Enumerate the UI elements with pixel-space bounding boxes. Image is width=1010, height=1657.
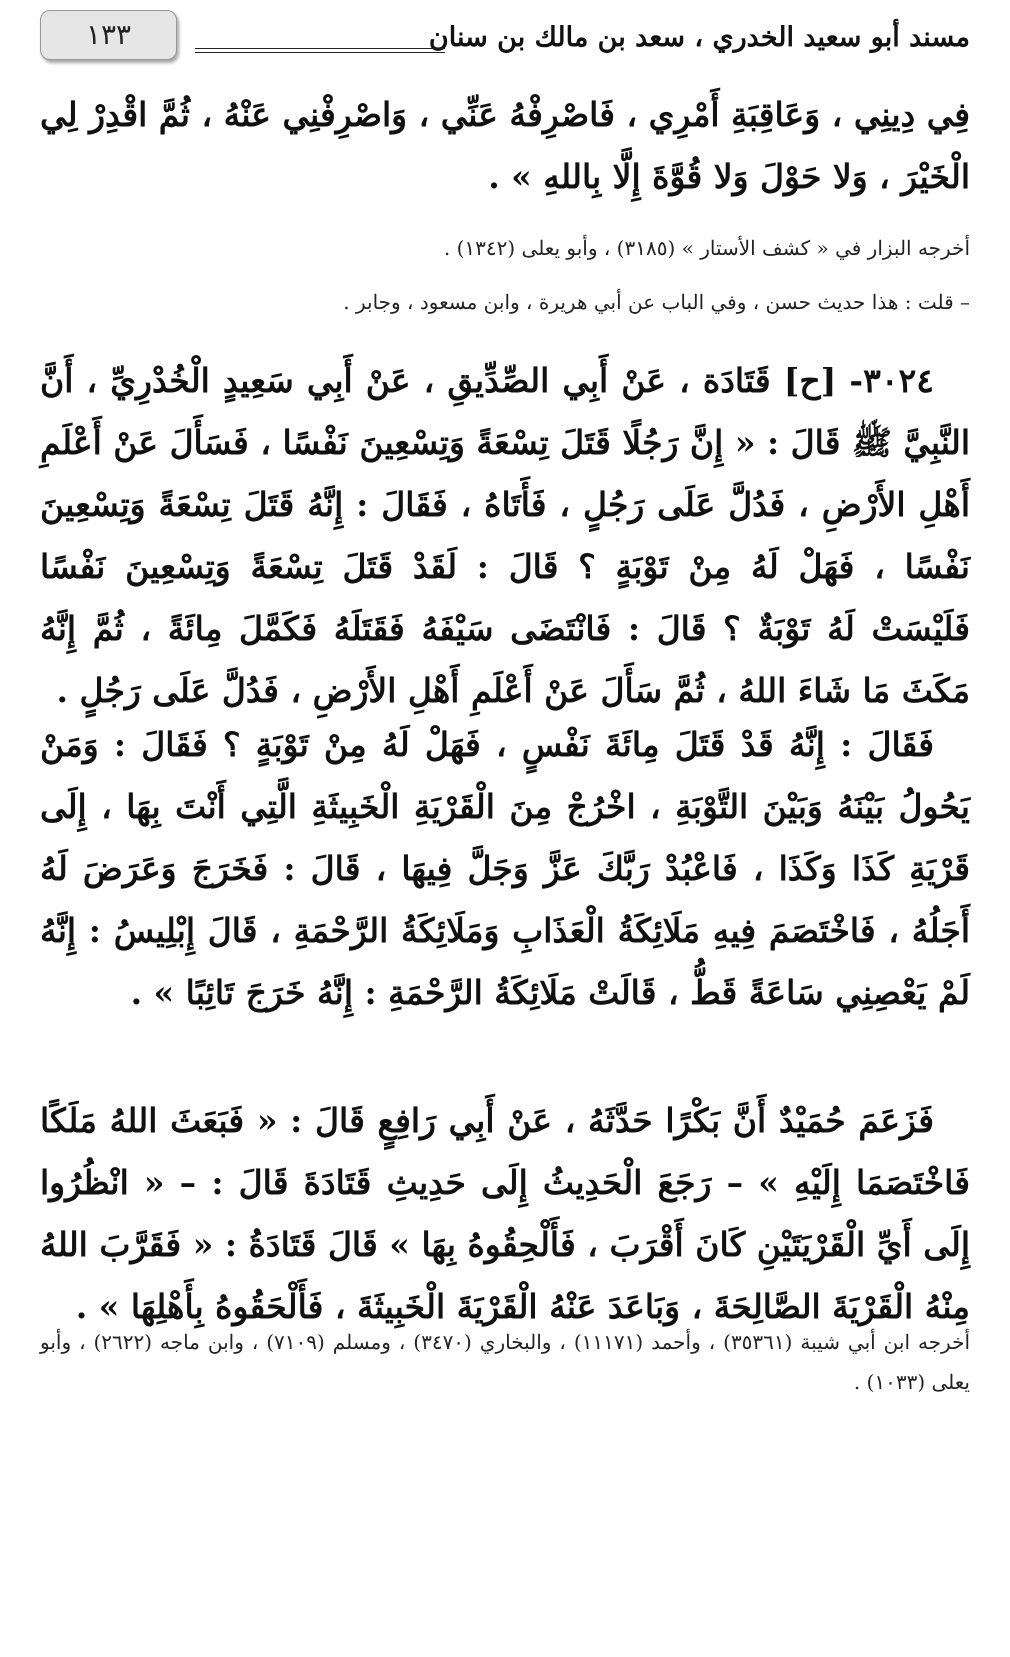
running-title: مسند أبو سعيد الخدري ، سعد بن مالك بن سنان xyxy=(428,22,970,53)
header-rule xyxy=(195,48,445,53)
footnote-takhrij: أخرجه البزار في « كشف الأستار » (٣١٨٥) ، وأبو يعلى (١٣٤٢) . xyxy=(443,236,970,260)
hadith-3024-paragraph-3: فَزَعَمَ حُمَيْدٌ أَنَّ بَكْرًا حَدَّثَهُ ، عَنْ أَبِي رَافِعٍ قَالَ : « فَبَعَثَ اللهُ مَلَكًا فَاخْتَصَمَا إِلَيْهِ » – رَجَعَ الْحَدِيثُ إِلَى حَدِيثِ قَتَادَةَ قَالَ : – « انْظُرُوا إِلَى أَيِّ الْقَرْيَتَيْنِ كَانَ أَقْرَبَ ، فَأَلْحِقُوهُ بِهَا » قَالَ قَتَادَةُ : « فَقَرَّبَ اللهُ مِنْهُ الْقَرْيَةَ الصَّالِحَةَ ، وَبَاعَدَ عَنْهُ الْقَرْيَةَ الْخَبِيثَةَ ، فَأَلْحَقُوهُ بِأَهْلِهَا » . xyxy=(40,1101,970,1326)
footnote-takhrij-3024: أخرجه ابن أبي شيبة (٣٥٣٦١) ، وأحمد (١١١٧١) ، والبخاري (٣٤٧٠) ، ومسلم (٧١٠٩) ، وابن ماجه (٢٦٢٢) ، وأبو يعلى (١٠٣٣) . xyxy=(40,1330,971,1394)
hadith-3024-paragraph-2: فَقَالَ : إِنَّهُ قَدْ قَتَلَ مِائَةَ نَفْسٍ ، فَهَلْ لَهُ مِنْ تَوْبَةٍ ؟ فَقَالَ : وَمَنْ يَحُولُ بَيْنَهُ وَبَيْنَ التَّوْبَةِ ، اخْرُجْ مِنَ الْقَرْيَةِ الْخَبِيثَةِ الَّتِي أَنْتَ بِهَا ، إِلَى قَرْيَةِ كَذَا وَكَذَا ، فَاعْبُدْ رَبَّكَ عَزَّ وَجَلَّ فِيهَا ، قَالَ : فَخَرَجَ وَعَرَضَ لَهُ أَجَلُهُ ، فَاخْتَصَمَ فِيهِ مَلَائِكَةُ الْعَذَابِ وَمَلَائِكَةُ الرَّحْمَةِ ، قَالَ إِبْلِيسُ : إِنَّهُ لَمْ يَعْصِنِي سَاعَةً قَطُّ ، قَالَتْ مَلَائِكَةُ الرَّحْمَةِ : إِنَّهُ خَرَجَ تَائِبًا » . xyxy=(40,725,970,1012)
continuation-text: فِي دِينِي ، وَعَاقِبَةِ أَمْرِي ، فَاصْرِفْهُ عَنِّي ، وَاصْرِفْنِي عَنْهُ ، ثُمَّ اقْدِرْ لِي الْخَيْرَ ، وَلا حَوْلَ وَلا قُوَّةَ إِلَّا بِاللهِ » . xyxy=(40,95,970,196)
page-header xyxy=(40,10,970,70)
page-number-badge: ١٣٣ xyxy=(40,10,177,60)
footnote-comment: – قلت : هذا حديث حسن ، وفي الباب عن أبي هريرة ، وابن مسعود ، وجابر . xyxy=(343,290,970,314)
hadith-3024-paragraph-1: ٣٠٢٤- [ح] قَتَادَة ، عَنْ أَبِي الصِّدِّيقِ ، عَنْ أَبِي سَعِيدٍ الْخُدْرِيِّ ، أَنَّ النَّبِيَّ ﷺ قَالَ : « إِنَّ رَجُلًا قَتَلَ تِسْعَةً وَتِسْعِينَ نَفْسًا ، فَسَأَلَ عَنْ أَعْلَمِ أَهْلِ الأَرْضِ ، فَدُلَّ عَلَى رَجُلٍ ، فَأَتَاهُ ، فَقَالَ : إِنَّهُ قَتَلَ تِسْعَةً وَتِسْعِينَ نَفْسًا ، فَهَلْ لَهُ مِنْ تَوْبَةٍ ؟ قَالَ : لَقَدْ قَتَلَ تِسْعَةً وَتِسْعِينَ نَفْسًا فَلَيْسَتْ لَهُ تَوْبَةٌ ؟ قَالَ : فَانْتَضَى سَيْفَهُ فَقَتَلَهُ فَكَمَّلَ مِائَةً ، ثُمَّ إِنَّهُ مَكَثَ مَا شَاءَ اللهُ ، ثُمَّ سَأَلَ عَنْ أَعْلَمِ أَهْلِ الأَرْضِ ، فَدُلَّ عَلَى رَجُلٍ . xyxy=(40,361,970,710)
